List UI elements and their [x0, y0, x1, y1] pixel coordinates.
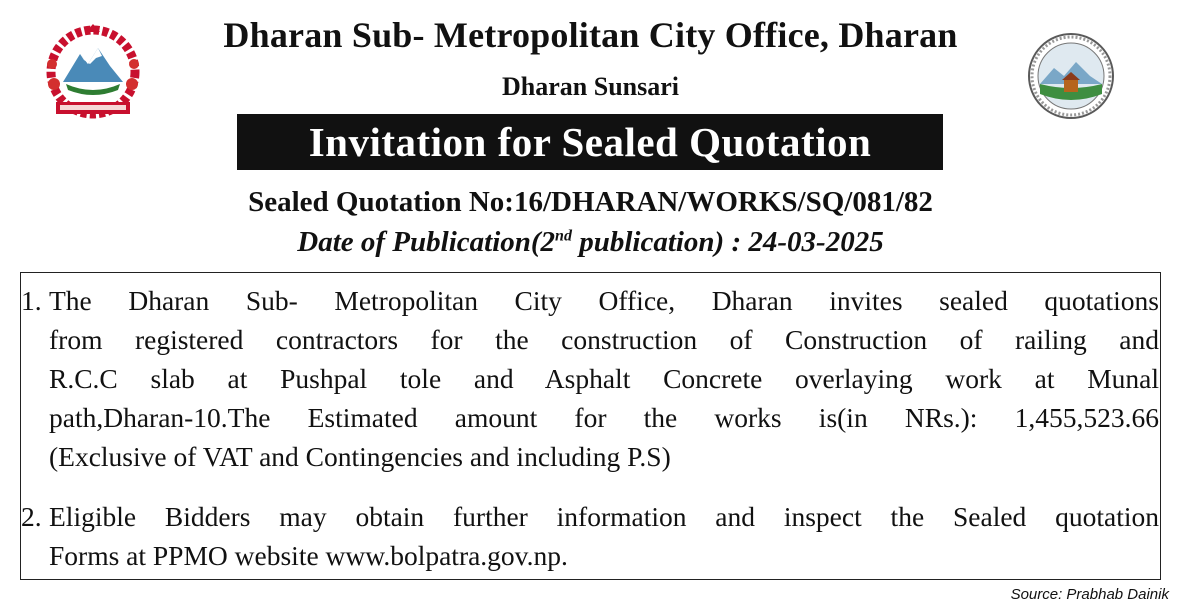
- paragraph-line: from registered contractors for the construction of Construction of railing and: [49, 324, 1159, 355]
- source-credit: Source: Prabhab Dainik: [1010, 586, 1169, 603]
- paragraph-line: (Exclusive of VAT and Contingencies and including P.S): [49, 441, 671, 472]
- page-subtitle: Dharan Sunsari: [502, 72, 679, 101]
- paragraph-number: 2.: [21, 501, 42, 532]
- publication-date: [0, 226, 1181, 259]
- notice-body: [20, 272, 1161, 580]
- paragraph-number: 1.: [21, 285, 42, 316]
- paragraph-line: Eligible Bidders may obtain further information and inspect the Sealed quotation: [49, 501, 1159, 532]
- paragraph-line: Forms at PPMO website www.bolpatra.gov.np.: [49, 540, 568, 571]
- publication-date-prefix: Date of Publication(2: [297, 226, 556, 258]
- paragraph-line: path,Dharan-10.The Estimated amount for the works is(in NRs.): 1,455,523.66: [49, 402, 1159, 433]
- publication-date-sup: nd: [555, 227, 572, 245]
- publication-date-suffix: publication) : 24-03-2025: [571, 226, 884, 258]
- page-title: Dharan Sub- Metropolitan City Office, Dharan: [223, 15, 958, 55]
- quotation-number: Sealed Quotation No:16/DHARAN/WORKS/SQ/081/82: [248, 186, 933, 218]
- paragraph-line: The Dharan Sub- Metropolitan City Office, Dharan invites sealed quotations: [49, 285, 1159, 316]
- invitation-banner: Invitation for Sealed Quotation: [237, 114, 943, 170]
- paragraph-line: R.C.C slab at Pushpal tole and Asphalt Concrete overlaying work at Munal: [49, 363, 1159, 394]
